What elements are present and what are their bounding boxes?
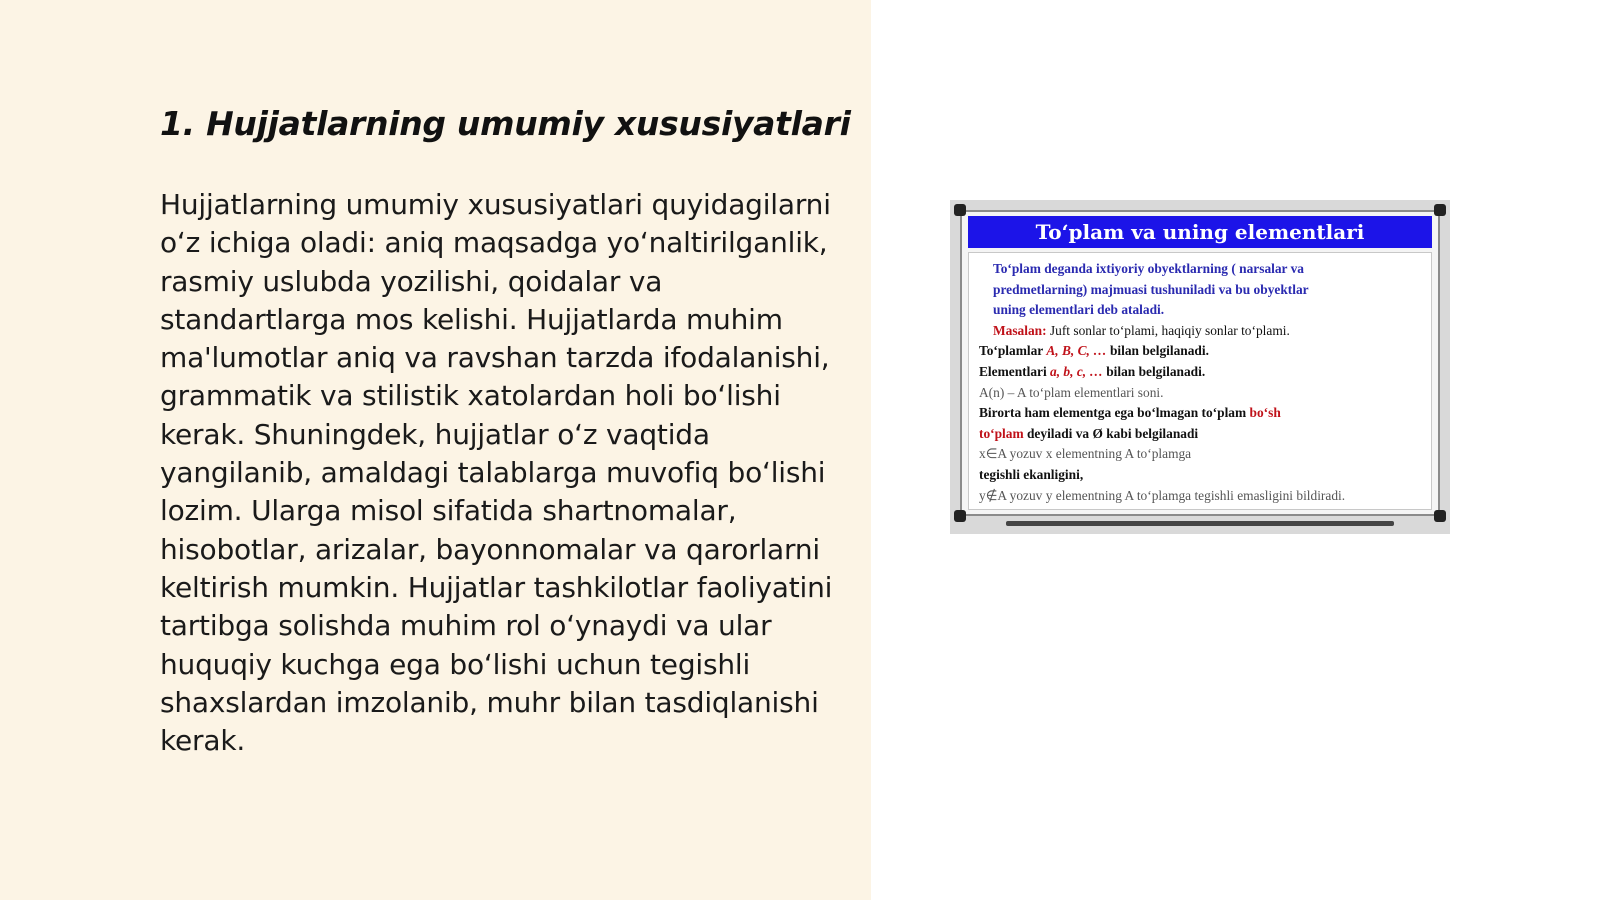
board-text: To‘plamlar	[979, 343, 1047, 359]
board-example-text: Juft sonlar to‘plami, haqiqiy sonlar to‘plami.	[1046, 322, 1290, 338]
board-line: A(n) – A to‘plam elementlari soni.	[979, 384, 1164, 400]
board-line	[979, 403, 1421, 424]
board-line	[979, 362, 1421, 383]
board-content	[968, 252, 1432, 510]
board-line: To‘plam deganda ixtiyoriy obyektlarning ( narsalar va	[993, 261, 1304, 276]
board-line	[979, 424, 1421, 445]
board-marker-tray	[1006, 521, 1394, 526]
board-highlight: to‘plam	[979, 425, 1024, 441]
slide-body-text: Hujjatlarning umumiy xususiyatlari quyidagilarni oʻz ichiga oladi: aniq maqsadga yoʻnaltirilganlik, rasmiy uslubda yozilishi, qoidalar va standartlarga mos kelishi. Hujjatlarda muhim ma'lumotlar aniq va ravshan tarzda ifodalanishi, grammatik va stilistik xatolardan holi boʻlishi kerak. Shuningdek, hujjatlar oʻz vaqtida yangilanib, amaldagi talablarga muvofiq boʻlishi lozim. Ularga misol sifatida shartnomalar, hisobotlar, arizalar, bayonnomalar va qarorlarni keltirish mumkin. Hujjatlar tashkilotlar faoliyatini tartibga solishda muhim rol oʻynaydi va ular huquqiy kuchga ega boʻlishi uchun tegishli shaxslardan imzolanib, muhr bilan tasdiqlanishi kerak.	[160, 188, 833, 758]
board-text: bilan belgilanadi.	[1102, 363, 1206, 379]
board-symbols: a, b, c, …	[1050, 363, 1103, 379]
slide-heading: 1. Hujjatlarning umumiy xususiyatlari	[160, 104, 851, 143]
board-line	[993, 321, 1421, 342]
board-text: deyiladi va Ø kabi belgilanadi	[1023, 425, 1199, 441]
board-example-label: Masalan:	[993, 322, 1047, 338]
board-text: Elementlari	[979, 363, 1051, 379]
board-text: Birorta ham elementga ega bo‘lmagan to‘plam	[979, 405, 1250, 421]
board-corner-top-right	[1434, 204, 1446, 216]
board-line: tegishli ekanligini,	[979, 466, 1084, 482]
board-line	[979, 341, 1421, 362]
board-line: y∉A yozuv y elementning A to‘plamga tegishli emasligini bildiradi.	[979, 487, 1346, 503]
board-corner-top-left	[954, 204, 966, 216]
board-title: To‘plam va uning elementlari	[968, 216, 1432, 248]
whiteboard-image	[950, 200, 1450, 534]
board-symbols: A, B, C, …	[1046, 343, 1107, 359]
board-corner-bottom-left	[954, 510, 966, 522]
board-highlight: bo‘sh	[1249, 405, 1281, 421]
board-corner-bottom-right	[1434, 510, 1446, 522]
board-line: uning elementlari deb ataladi.	[993, 302, 1165, 318]
board-line: x∈A yozuv x elementning A to‘plamga	[979, 446, 1192, 462]
board-text: bilan belgilanadi.	[1106, 343, 1209, 359]
board-line: predmetlarning) majmuasi tushuniladi va bu obyektlar	[993, 281, 1309, 297]
